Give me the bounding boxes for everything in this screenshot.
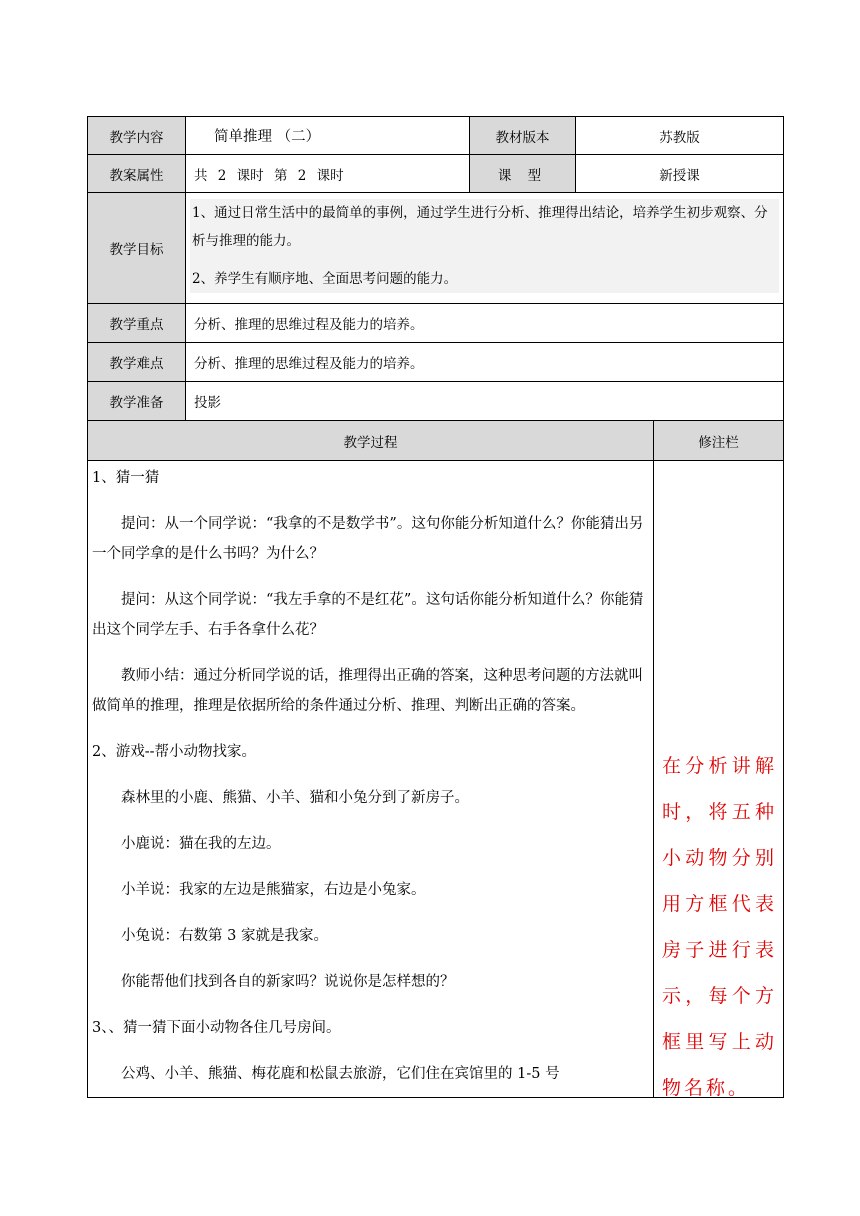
process-header-label: 教学过程 [88,421,654,460]
goal-line-2: 2、养学生有顺序地、全面思考问题的能力。 [192,271,458,287]
content-label: 教学内容 [88,117,186,154]
process-paragraph: 森林里的小鹿、熊猫、小羊、猫和小兔分到了新房子。 [121,790,469,806]
process-paragraph: 小鹿说：猫在我的左边。 [121,836,281,852]
process-paragraph: 提问：从一个同学说：“我拿的不是数学书”。这句你能分析知道什么？你能猜出另一个同学拿的是什么书吗？为什么？ [92,516,644,562]
row-prep [88,382,783,421]
row-attr [88,155,783,193]
goal-line-1: 1、通过日常生活中的最简单的事例，通过学生进行分析、推理得出结论，培养学生初步观察、分析与推理的能力。 [192,205,768,249]
difficulty-value: 分析、推理的思维过程及能力的培养。 [194,356,424,372]
row-content [88,117,783,155]
goals-text [190,199,779,293]
difficulty-label: 教学难点 [88,343,186,381]
process-paragraph: 你能帮他们找到各自的新家吗？说说你是怎样想的？ [121,974,455,990]
prep-label: 教学准备 [88,382,186,420]
section-3-title: 3、、猜一猜下面小动物各住几号房间。 [92,1020,341,1036]
process-paragraph: 小羊说：我家的左边是熊猫家，右边是小兔家。 [121,882,426,898]
prep-value: 投影 [194,395,221,411]
row-focus [88,304,783,343]
type-label: 课 型 [470,155,576,192]
edition-label: 教材版本 [470,117,576,154]
focus-label: 教学重点 [88,304,186,342]
process-content [88,461,654,1097]
process-paragraph: 公鸡、小羊、熊猫、梅花鹿和松鼠去旅游，它们住在宾馆里的 1-5 号 [121,1066,560,1082]
attr-value: 共 2 课时 第 2 课时 [186,155,470,192]
row-process-body [88,461,783,1097]
notes-header-label: 修注栏 [698,434,739,451]
row-process-header [88,421,783,461]
focus-value: 分析、推理的思维过程及能力的培养。 [194,317,424,333]
type-value: 新授课 [659,167,700,184]
notes-column [654,461,783,1097]
row-goals [88,193,783,304]
teacher-note: 在分析讲解时，将五种小动物分别用方框代表房子进行表示，每个方框里写上动物名称。 [662,755,777,1097]
attr-label: 教案属性 [88,155,186,192]
goals-cell [186,193,783,303]
content-value: 简单推理 （二） [186,117,470,154]
process-paragraph: 提问：从这个同学说：“我左手拿的不是红花”。这句话你能分析知道什么？你能猜出这个同学左手、右手各拿什么花？ [92,592,644,638]
lesson-plan-table [87,116,784,1098]
section-2-title: 2、游戏--帮小动物找家。 [92,744,257,760]
goals-label: 教学目标 [88,193,186,303]
row-difficulty [88,343,783,382]
section-1-title: 1、猜一猜 [92,470,160,486]
process-paragraph: 小兔说：右数第 3 家就是我家。 [121,928,328,944]
edition-value: 苏教版 [659,129,700,146]
process-paragraph: 教师小结：通过分析同学说的话，推理得出正确的答案，这种思考问题的方法就叫做简单的推理，推理是依据所给的条件通过分析、推理、判断出正确的答案。 [92,668,643,714]
